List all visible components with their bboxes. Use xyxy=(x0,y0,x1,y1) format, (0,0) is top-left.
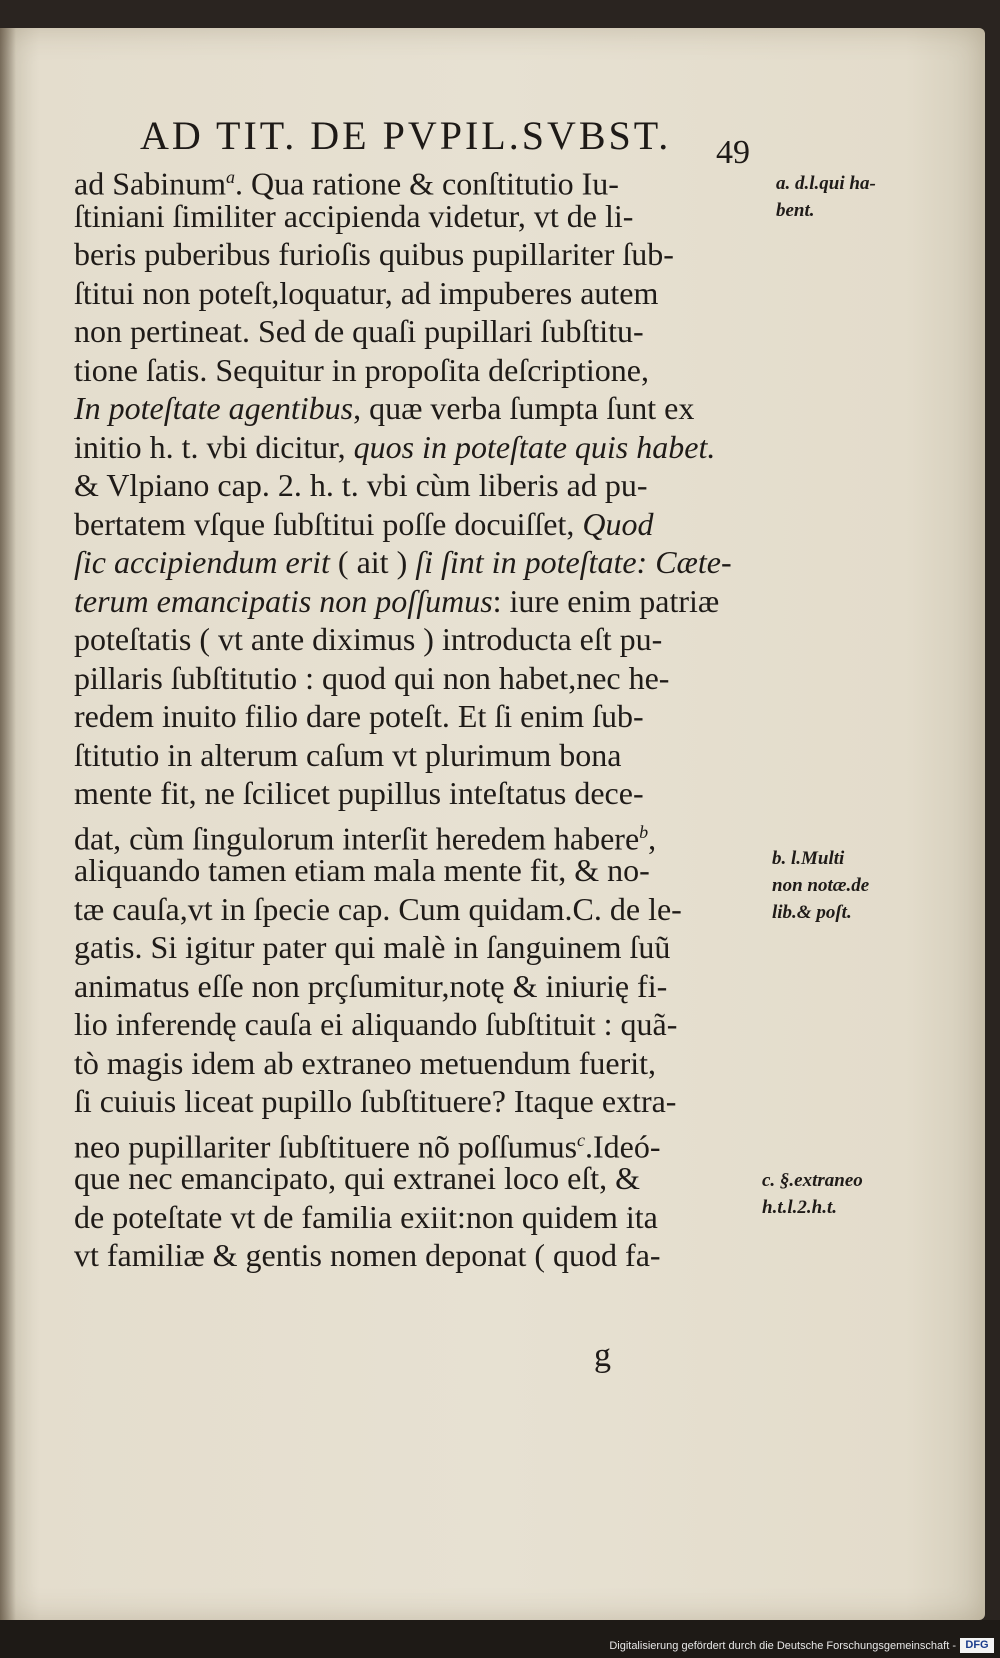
text-segment: mente fit, ne ſcilicet pupillus inteſtatus dece- xyxy=(74,775,644,811)
text-line xyxy=(74,158,786,202)
text-line xyxy=(74,1236,786,1275)
margin-note-line: non notæ.de xyxy=(772,875,870,896)
text-segment: ad Sabinum xyxy=(74,165,226,202)
text-segment: de poteſtate vt de familia exiit:non quidem ita xyxy=(74,1198,658,1235)
text-segment: ſi ſint in poteſtate: Cæte- xyxy=(415,544,732,580)
footnote-marker: a xyxy=(225,167,235,187)
text-segment: ſi cuiuis liceat pupillo ſubſtituere? Itaque extra- xyxy=(74,1083,677,1119)
text-segment: Quod xyxy=(582,505,654,542)
funding-credit: Digitalisierung gefördert durch die Deutsche Forschungsgemeinschaft - xyxy=(609,1640,956,1652)
body-text xyxy=(74,158,786,1275)
text-line xyxy=(74,736,786,775)
text-line xyxy=(74,274,786,313)
text-line xyxy=(74,697,786,736)
text-segment: ſtitutio in alterum caſum vt plurimum bona xyxy=(74,736,622,773)
text-segment: neo pupillariter ſubſtituere nõ poſſumus xyxy=(74,1128,578,1165)
text-line xyxy=(74,543,786,582)
text-segment: & Vlpiano cap. 2. h. t. vbi cùm liberis ad pu- xyxy=(74,467,648,503)
text-segment: quos in poteſtate quis habet. xyxy=(353,428,716,465)
text-line xyxy=(74,659,786,698)
text-segment: bertatem vſque ſubſtitui poſſe docuiſſet, xyxy=(74,505,583,542)
dfg-logo: DFG xyxy=(960,1638,994,1653)
text-segment: vt familiæ & gentis nomen deponat ( quod fa- xyxy=(74,1237,661,1273)
text-segment: ſic accipiendum erit xyxy=(74,544,330,580)
page-number: 49 xyxy=(716,134,750,171)
text-segment: .Ideó- xyxy=(585,1128,661,1165)
text-line xyxy=(74,389,786,428)
text-segment: initio h. t. vbi dicitur, xyxy=(74,428,354,465)
text-line xyxy=(74,851,786,890)
margin-note-line: h.t.l.2.h.t. xyxy=(762,1197,837,1218)
text-segment: non pertineat. Sed de quaſi pupillari ſubſtitu- xyxy=(74,313,644,349)
text-line xyxy=(74,1005,786,1044)
catchword: g xyxy=(594,1337,611,1374)
text-line xyxy=(74,1121,786,1165)
text-segment: , xyxy=(648,820,657,857)
gutter-shadow xyxy=(0,28,16,1620)
margin-note-line: c. §.extraneo xyxy=(762,1170,863,1191)
text-segment: aliquando tamen etiam mala mente fit, & no- xyxy=(74,852,650,888)
text-segment: animatus eſſe non prçſumitur,notę & iniurię fi- xyxy=(74,967,668,1004)
text-line xyxy=(74,466,786,505)
text-line xyxy=(74,928,786,967)
text-line xyxy=(74,774,786,813)
margin-note-line: a. d.l.qui ha- xyxy=(776,173,876,194)
margin-note-line: b. l.Multi xyxy=(772,848,845,869)
text-segment: , quæ verba ſumpta ſunt ex xyxy=(353,390,695,426)
text-line xyxy=(74,1044,786,1083)
text-line xyxy=(74,582,786,621)
text-line xyxy=(74,1159,786,1198)
margin-note-line: lib.& poſt. xyxy=(772,902,852,923)
text-line xyxy=(74,235,786,274)
text-segment: poteſtatis ( vt ante diximus ) introducta eſt pu- xyxy=(74,621,663,657)
text-segment: terum emancipatis non poſſumus xyxy=(74,582,493,619)
margin-note-c xyxy=(762,1167,863,1221)
text-line xyxy=(74,428,786,467)
text-line xyxy=(74,1082,786,1121)
text-line xyxy=(74,505,786,544)
text-segment: ſtitui non poteſt,loquatur, ad impuberes autem xyxy=(74,274,659,311)
text-segment: : iure enim patriæ xyxy=(492,582,720,619)
text-segment: lio inferendę cauſa ei aliquando ſubſtituit : quã- xyxy=(74,1006,678,1042)
text-segment: tæ cauſa,vt in ſpecie cap. Cum quidam.C. de le- xyxy=(74,890,682,927)
text-segment: dat, cùm ſingulorum interſit heredem habere xyxy=(74,820,640,857)
text-line xyxy=(74,1198,786,1237)
margin-note-b xyxy=(772,845,869,926)
text-segment: ſtiniani ſimiliter accipienda videtur, vt de li- xyxy=(74,197,634,234)
margin-note-a xyxy=(776,170,876,224)
text-segment: gatis. Si igitur pater qui malè in ſanguinem ſuũ xyxy=(74,929,671,965)
text-line xyxy=(74,197,786,236)
text-line xyxy=(74,967,786,1006)
text-line xyxy=(74,620,786,659)
scan-footer-band xyxy=(0,1620,1000,1658)
footnote-marker: b xyxy=(639,821,649,842)
text-segment: beris puberibus furioſis quibus pupillariter ſub- xyxy=(74,236,674,272)
footnote-marker: c xyxy=(577,1129,586,1150)
text-segment: In poteſtate agentibus xyxy=(74,390,354,426)
text-segment: redem inuito filio dare poteſt. Et ſi enim ſub- xyxy=(74,698,644,734)
text-segment: ( ait ) xyxy=(329,544,416,580)
text-line xyxy=(74,813,786,857)
text-segment: que nec emancipato, qui extranei loco eſt, & xyxy=(74,1160,640,1196)
text-line xyxy=(74,312,786,351)
text-segment: tione ſatis. Sequitur in propoſita deſcriptione, xyxy=(74,351,649,388)
text-line xyxy=(74,351,786,390)
text-segment: . Qua ratione & conſtitutio Iu- xyxy=(234,165,619,202)
text-segment: tò magis idem ab extraneo metuendum fuerit, xyxy=(74,1044,657,1081)
text-segment: pillaris ſubſtitutio : quod qui non habet,nec he- xyxy=(74,659,670,696)
text-line xyxy=(74,890,786,929)
margin-note-line: bent. xyxy=(776,200,815,221)
running-header: AD TIT. DE PVPIL.SVBST. xyxy=(140,113,672,158)
